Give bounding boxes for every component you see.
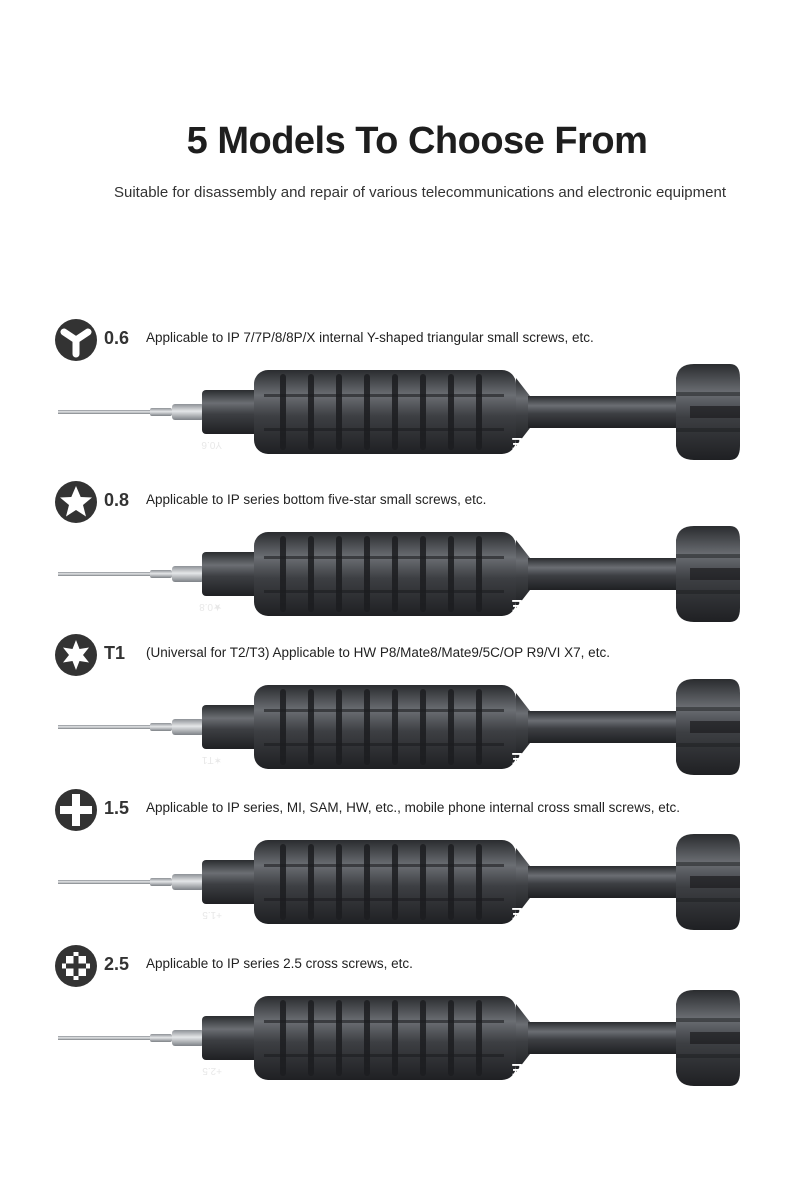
size-label: 2.5 xyxy=(104,954,130,974)
screwdriver-image xyxy=(54,818,744,938)
size-label: 0.6 xyxy=(104,328,130,348)
screwdriver-image xyxy=(54,974,744,1094)
model-description: Applicable to IP series bottom five-star small screws, etc. xyxy=(146,492,487,507)
engraving-text: ★0.8 xyxy=(199,601,222,612)
screwdriver-image xyxy=(54,510,744,630)
size-label: T1 xyxy=(104,643,126,663)
model-item xyxy=(0,788,800,948)
brand-logo: RELIFE xyxy=(511,434,572,453)
size-label: 0.8 xyxy=(104,490,130,510)
model-item xyxy=(0,944,800,1104)
page-subtitle: Suitable for disassembly and repair of various telecommunications and electronic equipment xyxy=(114,184,726,201)
brand-logo: RELIFE xyxy=(511,596,572,615)
model-item xyxy=(0,480,800,640)
model-item xyxy=(0,318,800,478)
engraving-text: ✶T1 xyxy=(201,754,222,765)
screwdriver-image xyxy=(54,663,744,783)
engraving-text: +2.5 xyxy=(202,1065,222,1076)
brand-logo: RELIFE xyxy=(511,749,572,768)
model-description: (Universal for T2/T3) Applicable to HW P8/Mate8/Mate9/5C/OP R9/VI X7, etc. xyxy=(146,645,610,660)
brand-logo: RELIFE xyxy=(511,904,572,923)
page-title: 5 Models To Choose From xyxy=(186,120,648,162)
screwdriver-image xyxy=(54,348,744,468)
engraving-text: +1.5 xyxy=(202,909,222,920)
model-description: Applicable to IP 7/7P/8/8P/X internal Y-shaped triangular small screws, etc. xyxy=(146,330,594,345)
model-description: Applicable to IP series 2.5 cross screws, etc. xyxy=(146,956,413,971)
model-item xyxy=(0,633,800,793)
engraving-text: Y0.6 xyxy=(201,439,222,450)
brand-logo: RELIFE xyxy=(511,1060,572,1079)
size-label: 1.5 xyxy=(104,798,130,818)
model-description: Applicable to IP series, MI, SAM, HW, etc., mobile phone internal cross small screws, etc. xyxy=(146,800,680,815)
